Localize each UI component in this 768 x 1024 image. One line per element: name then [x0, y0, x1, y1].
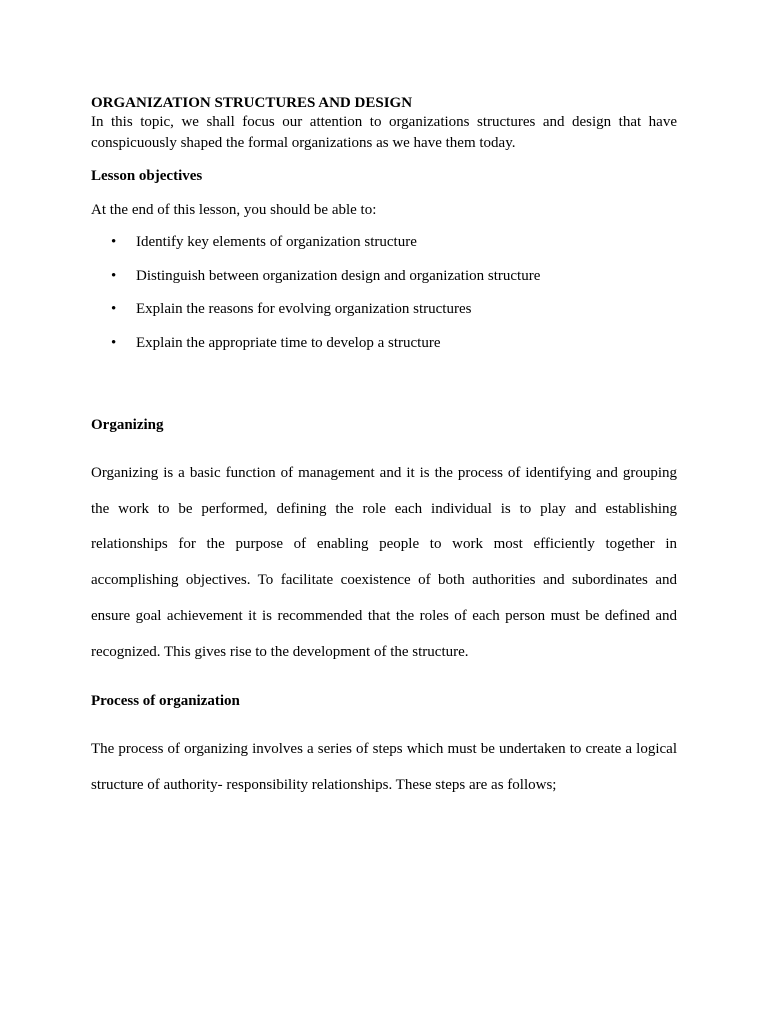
list-item — [91, 299, 677, 319]
bullet-icon: • — [111, 234, 117, 250]
intro-paragraph: In this topic, we shall focus our attention to organizations structures and design that have conspicuously shaped the formal organizations as we have them today. — [91, 114, 677, 151]
objective-text: Explain the appropriate time to develop a structure — [136, 334, 441, 351]
list-item — [91, 333, 677, 353]
lesson-objectives-lead: At the end of this lesson, you should be able to: — [91, 202, 377, 218]
objectives-list — [91, 232, 677, 366]
lesson-objectives-heading: Lesson objectives — [91, 168, 203, 184]
organizing-heading: Organizing — [91, 417, 164, 433]
process-paragraph: The process of organizing involves a series of steps which must be undertaken to create a logical structure of authority- responsibility relationships. These steps are as follows; — [91, 741, 677, 793]
organizing-paragraph: Organizing is a basic function of management and it is the process of identifying and grouping the work to be performed, defining the role each individual is to play and establishing relationships for the purpose of enabling people to work most efficiently together in accomplishing objectives. To facilitate coexistence of both authorities and subordinates and ensure goal achievement it is recommended that the roles of each person must be defined and recognized. This gives rise to the development of the structure. — [91, 465, 677, 660]
bullet-icon: • — [111, 267, 117, 284]
objective-text: Identify key elements of organization structure — [136, 234, 417, 250]
bullet-icon: • — [111, 334, 117, 351]
objective-text: Distinguish between organization design and organization structure — [136, 267, 541, 284]
bullet-icon: • — [111, 301, 117, 317]
list-item — [91, 266, 677, 286]
document-title: ORGANIZATION STRUCTURES AND DESIGN — [91, 95, 413, 111]
objective-text: Explain the reasons for evolving organization structures — [136, 301, 472, 317]
list-item — [91, 232, 677, 252]
process-heading: Process of organization — [91, 693, 240, 709]
